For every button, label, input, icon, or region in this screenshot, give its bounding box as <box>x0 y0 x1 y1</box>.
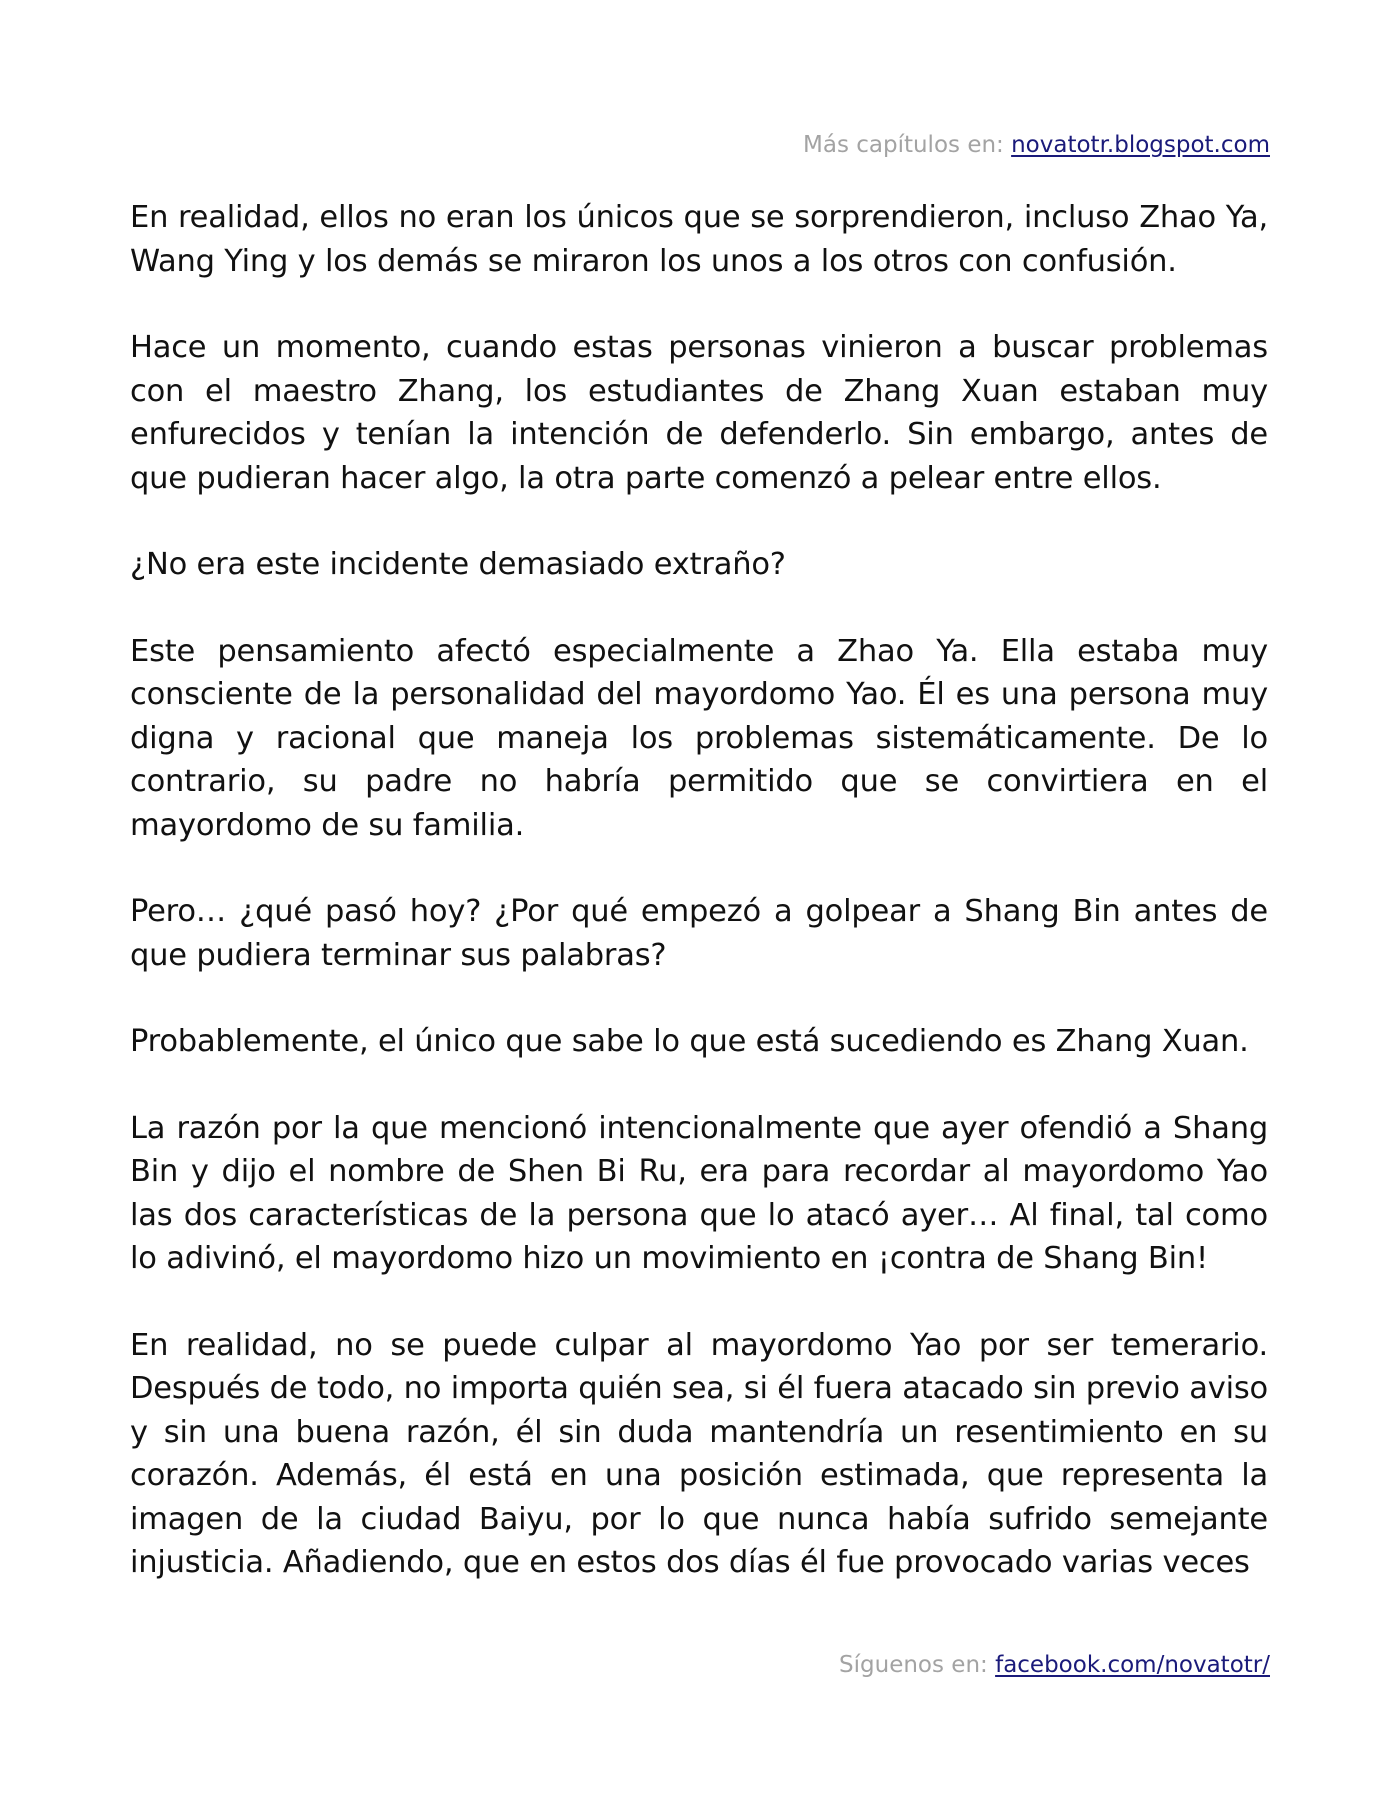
blog-link[interactable]: novatotr.blogspot.com <box>1011 132 1270 158</box>
paragraph: En realidad, no se puede culpar al mayordomo Yao por ser temerario. Después de todo, no importa quién sea, si él fuera atacado sin previo aviso y sin una buena razón, él sin duda mantendría un resentimiento en su corazón. Además, él está en una posición estimada, que representa la imagen de la ciudad Baiyu, por lo que nunca había sufrido semejante injusticia. Añadiendo, que en estos dos días él fue provocado varias veces <box>130 1327 1268 1580</box>
header-label: Más capítulos en: <box>803 132 1004 158</box>
page-header <box>803 130 1270 160</box>
paragraph: Pero… ¿qué pasó hoy? ¿Por qué empezó a golpear a Shang Bin antes de que pudiera terminar sus palabras? <box>130 894 1268 973</box>
paragraph: La razón por la que mencionó intencionalmente que ayer ofendió a Shang Bin y dijo el nombre de Shen Bi Ru, era para recordar al mayordomo Yao las dos características de la persona que lo atacó ayer… Al final, tal como lo adivinó, el mayordomo hizo un movimiento en ¡contra de Shang Bin! <box>130 1110 1268 1276</box>
paragraph: ¿No era este incidente demasiado extraño? <box>130 547 786 582</box>
footer-label: Síguenos en: <box>839 1652 988 1678</box>
chapter-body <box>130 196 1268 1585</box>
facebook-link[interactable]: facebook.com/novatotr/ <box>995 1652 1270 1678</box>
paragraph: Probablemente, el único que sabe lo que está sucediendo es Zhang Xuan. <box>130 1024 1249 1059</box>
paragraph: Hace un momento, cuando estas personas vinieron a buscar problemas con el maestro Zhang, los estudiantes de Zhang Xuan estaban muy enfurecidos y tenían la intención de defenderlo. Sin embargo, antes de que pudieran hacer algo, la otra parte comenzó a pelear entre ellos. <box>130 330 1268 496</box>
paragraph: Este pensamiento afectó especialmente a Zhao Ya. Ella estaba muy consciente de la personalidad del mayordomo Yao. Él es una persona muy digna y racional que maneja los problemas sistemáticamente. De lo contrario, su padre no habría permitido que se convirtiera en el mayordomo de su familia. <box>130 633 1268 843</box>
paragraph: En realidad, ellos no eran los únicos que se sorprendieron, incluso Zhao Ya, Wang Ying y los demás se miraron los unos a los otros con confusión. <box>130 200 1268 279</box>
page-footer <box>839 1650 1270 1680</box>
